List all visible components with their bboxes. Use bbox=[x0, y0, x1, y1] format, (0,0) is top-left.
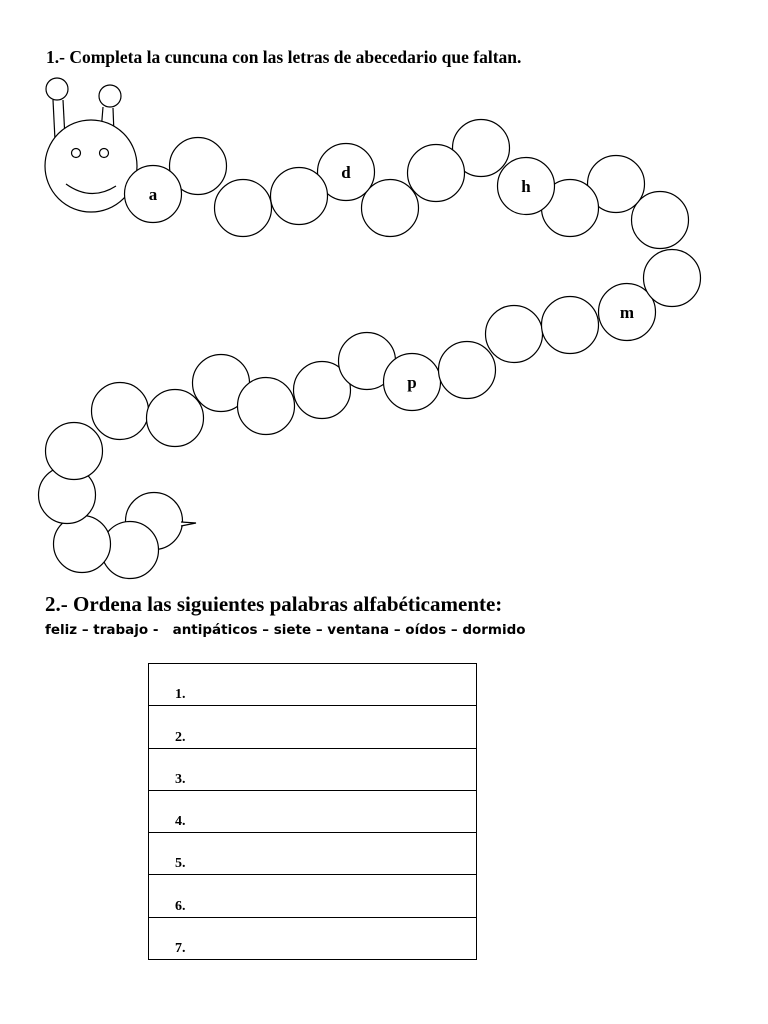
answer-row-1[interactable] bbox=[149, 664, 476, 706]
answer-row-6[interactable] bbox=[149, 875, 476, 917]
caterpillar-head bbox=[45, 120, 137, 212]
right-eye-icon bbox=[100, 149, 109, 158]
answer-row-7[interactable] bbox=[149, 918, 476, 960]
body-segment[interactable] bbox=[498, 158, 555, 215]
answer-row-4[interactable] bbox=[149, 791, 476, 833]
left-eye-icon bbox=[72, 149, 81, 158]
body-segment[interactable] bbox=[92, 383, 149, 440]
body-segment[interactable] bbox=[384, 354, 441, 411]
caterpillar-segments bbox=[39, 120, 701, 579]
body-segment[interactable] bbox=[238, 378, 295, 435]
answer-table bbox=[148, 663, 477, 960]
body-segment[interactable] bbox=[215, 180, 272, 237]
body-segment[interactable] bbox=[542, 297, 599, 354]
body-segment[interactable] bbox=[147, 390, 204, 447]
row-number: 6. bbox=[175, 898, 186, 914]
body-segment[interactable] bbox=[54, 516, 111, 573]
segment-letter: m bbox=[619, 303, 635, 322]
answer-row-2[interactable] bbox=[149, 706, 476, 748]
row-number: 1. bbox=[175, 687, 186, 703]
tail-tip-icon bbox=[181, 522, 196, 526]
body-segment[interactable] bbox=[439, 342, 496, 399]
segment-letter: a bbox=[148, 185, 158, 204]
row-number: 4. bbox=[175, 814, 186, 830]
body-segment[interactable] bbox=[408, 145, 465, 202]
row-number: 2. bbox=[175, 729, 186, 745]
row-number: 5. bbox=[175, 856, 186, 872]
answer-row-5[interactable] bbox=[149, 833, 476, 875]
segment-letter: d bbox=[341, 163, 351, 182]
body-segment[interactable] bbox=[125, 166, 182, 223]
body-segment[interactable] bbox=[486, 306, 543, 363]
body-segment[interactable] bbox=[644, 250, 701, 307]
body-segment[interactable] bbox=[46, 423, 103, 480]
body-segment[interactable] bbox=[271, 168, 328, 225]
word-list: feliz – trabajo - antipáticos – siete – ventana – oídos – dormido bbox=[45, 622, 526, 638]
row-number: 3. bbox=[175, 771, 186, 787]
segment-letter: h bbox=[521, 177, 531, 196]
answer-row-3[interactable] bbox=[149, 749, 476, 791]
question-1-title: 1.- Completa la cuncuna con las letras de abecedario que faltan. bbox=[46, 47, 522, 67]
segment-letter: p bbox=[407, 373, 417, 392]
question-2-title: 2.- Ordena las siguientes palabras alfabéticamente: bbox=[45, 592, 503, 616]
row-number: 7. bbox=[175, 941, 186, 957]
